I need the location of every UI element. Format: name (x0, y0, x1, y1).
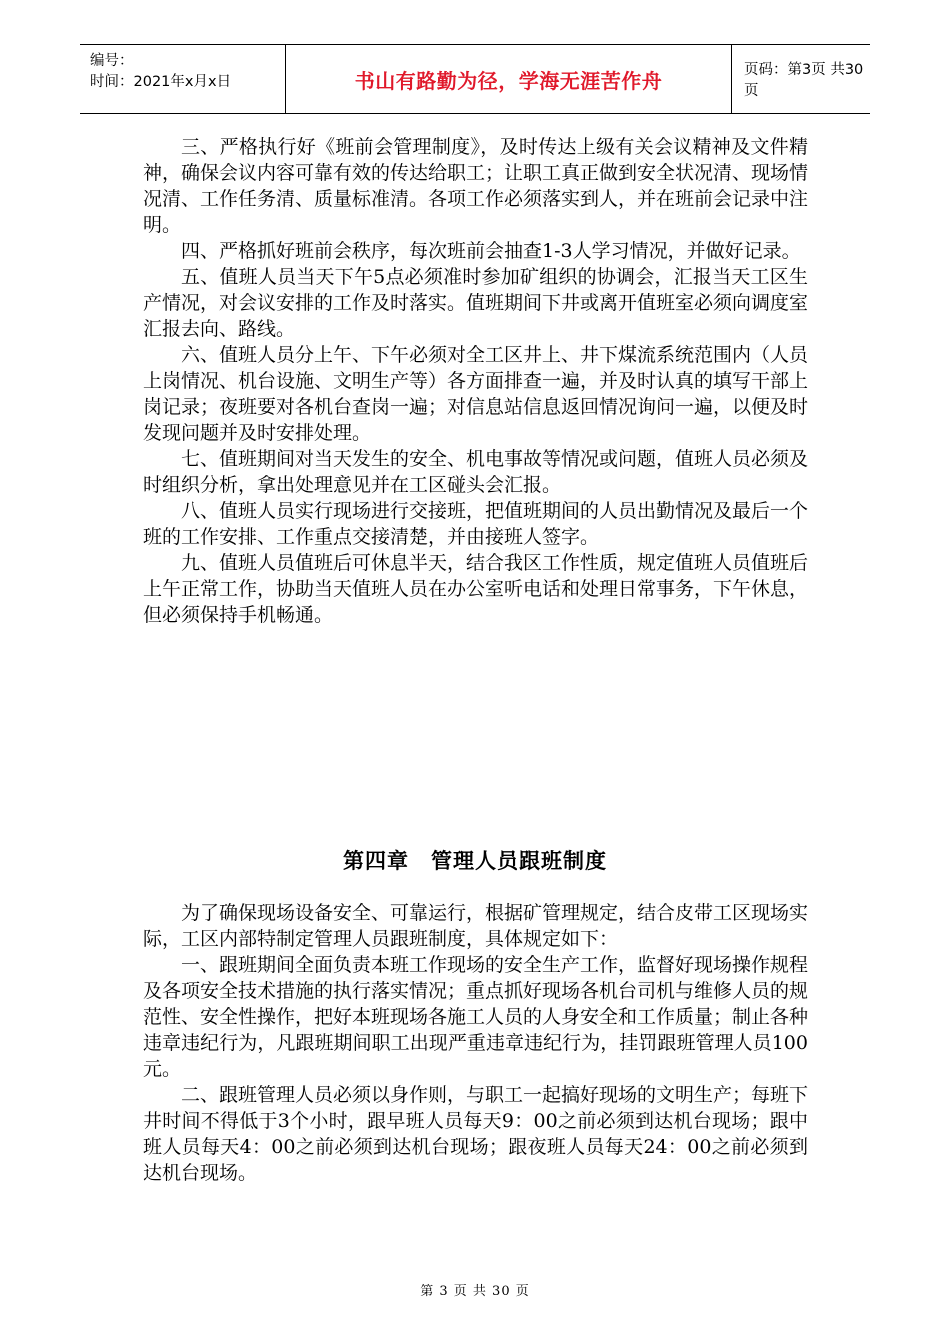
document-time-label: 时间：2021年x月x日 (90, 74, 232, 90)
paragraph: 七、值班期间对当天发生的安全、机电事故等情况或问题，值班人员必须及时组织分析，拿出处理意见并在工区碰头会汇报。 (143, 448, 809, 496)
page-footer: 第 3 页 共 30 页 (420, 1284, 530, 1299)
header-table (80, 44, 870, 114)
paragraph: 四、严格抓好班前会秩序，每次班前会抽查1-3人学习情况，并做好记录。 (181, 240, 801, 262)
header-motto: 书山有路勤为径，学海无涯苦作舟 (354, 68, 663, 93)
header-page-cell (732, 45, 870, 113)
paragraph: 五、值班人员当天下午5点必须准时参加矿组织的协调会，汇报当天工区生产情况，对会议安排的工作及时落实。值班期间下井或离开值班室必须向调度室汇报去向、路线。 (143, 266, 809, 340)
paragraph: 九、值班人员值班后可休息半天，结合我区工作性质，规定值班人员值班后上午正常工作，协助当天值班人员在办公室听电话和处理日常事务，下午休息，但必须保持手机畅通。 (143, 552, 809, 626)
paragraph: 为了确保现场设备安全、可靠运行，根据矿管理规定，结合皮带工区现场实际，工区内部特制定管理人员跟班制度，具体规定如下： (143, 902, 809, 950)
header-meta-cell (80, 45, 286, 113)
header-motto-cell (286, 45, 732, 113)
section-duty-rules (143, 134, 808, 628)
chapter-title: 第四章 管理人员跟班制度 (343, 849, 607, 873)
paragraph: 三、严格执行好《班前会管理制度》，及时传达上级有关会议精神及文件精神，确保会议内容可靠有效的传达给职工；让职工真正做到安全状况清、现场情况清、工作任务清、质量标准清。各项工作必须落实到人，并在班前会记录中注明。 (143, 136, 809, 236)
paragraph: 六、值班人员分上午、下午必须对全工区井上、井下煤流系统范围内（人员上岗情况、机台设施、文明生产等）各方面排查一遍，并及时认真的填写干部上岗记录；夜班要对各机台查岗一遍；对信息站信息返回情况询问一遍，以便及时发现问题并及时安排处理。 (143, 344, 809, 444)
header-page-code: 页码：第3页 共30页 (744, 62, 864, 99)
paragraph: 八、值班人员实行现场进行交接班，把值班期间的人员出勤情况及最后一个班的工作安排、工作重点交接清楚，并由接班人签字。 (143, 500, 809, 548)
section-management-shift-rules (143, 900, 808, 1186)
document-number-label: 编号： (90, 53, 134, 69)
paragraph: 二、跟班管理人员必须以身作则，与职工一起搞好现场的文明生产；每班下井时间不得低于3个小时，跟早班人员每天9：00之前必须到达机台现场；跟中班人员每天4：00之前必须到达机台现场；跟夜班人员每天24：00之前必须到达机台现场。 (143, 1084, 809, 1184)
paragraph: 一、跟班期间全面负责本班工作现场的安全生产工作，监督好现场操作规程及各项安全技术措施的执行落实情况；重点抓好现场各机台司机与维修人员的规范性、安全性操作，把好本班现场各施工人员的人身安全和工作质量；制止各种违章违纪行为，凡跟班期间职工出现严重违章违纪行为，挂罚跟班管理人员100元。 (143, 954, 809, 1080)
